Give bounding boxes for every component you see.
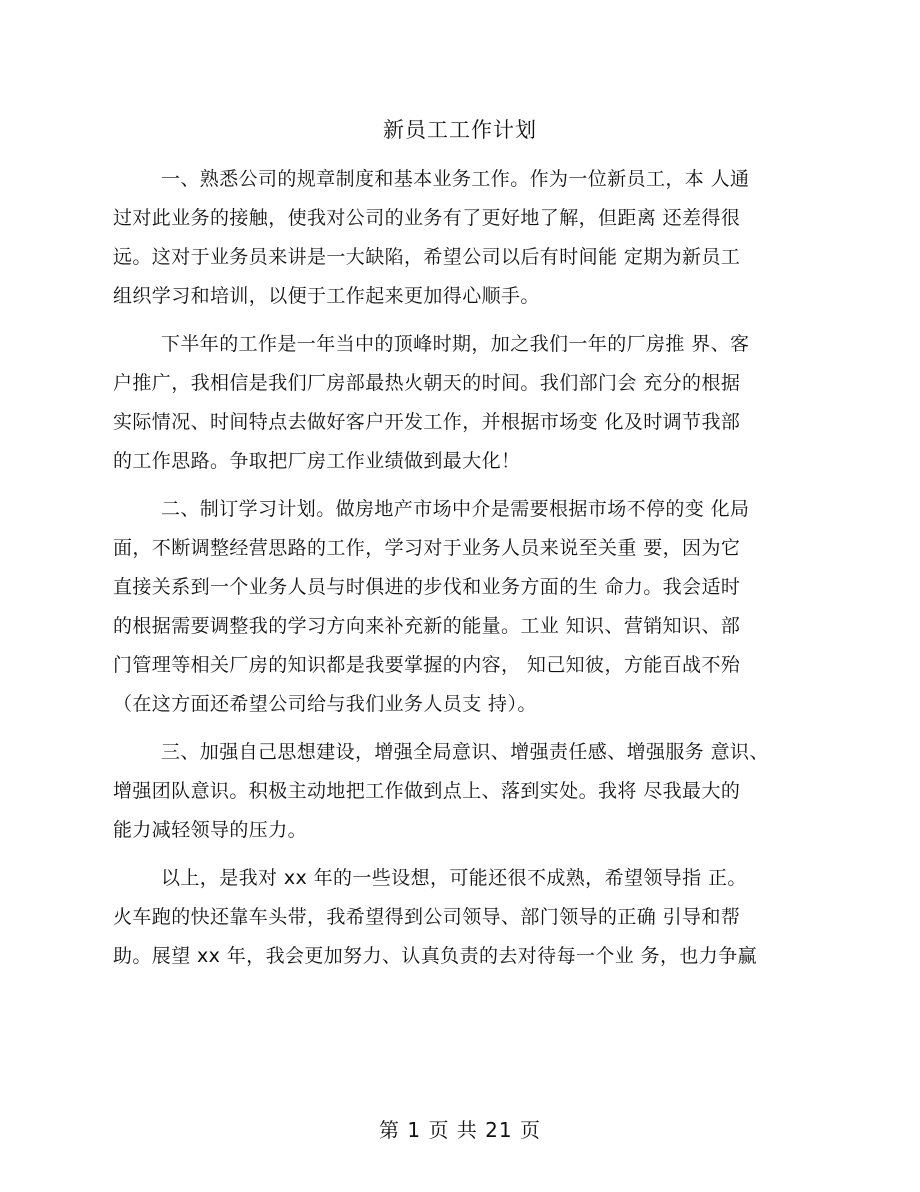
paragraph-line: （在这方面还希望公司给与我们业务人员支 持）。 bbox=[113, 693, 537, 715]
paragraph-2 bbox=[113, 325, 773, 481]
paragraph-spacer bbox=[113, 850, 773, 859]
paragraph-line: 组织学习和培训，以便于工作起来更加得心顺手。 bbox=[113, 285, 540, 307]
paragraph-line: 三、加强自己思想建设，增强全局意识、增强责任感、增强服务 意识、 bbox=[161, 741, 769, 763]
paragraph-5 bbox=[113, 859, 773, 976]
paragraph-line: 的工作思路。争取把厂房工作业绩做到最大化！ bbox=[113, 450, 521, 472]
paragraph-line: 过对此业务的接触，使我对公司的业务有了更好地了解，但距离 还差得很 bbox=[113, 207, 741, 229]
paragraph-line: 火车跑的快还靠车头带，我希望得到公司领导、部门领导的正确 引导和帮 bbox=[113, 906, 741, 928]
paragraph-1 bbox=[113, 160, 773, 316]
paragraph-spacer bbox=[113, 481, 773, 490]
paragraph-line: 门管理等相关厂房的知识都是我要掌握的内容， 知己知彼，方能百战不殆 bbox=[113, 654, 741, 676]
paragraph-line: 能力减轻领导的压力。 bbox=[113, 819, 308, 841]
paragraph-line: 助。展望 xx 年，我会更加努力、认真负责的去对待每一个业 务，也力争赢 bbox=[113, 945, 758, 967]
page-number-footer: 第 1 页 共 21 页 bbox=[379, 1118, 541, 1142]
document-body bbox=[113, 160, 773, 976]
paragraph-line: 户推广，我相信是我们厂房部最热火朝天的时间。我们部门会 充分的根据 bbox=[113, 372, 741, 394]
paragraph-line: 下半年的工作是一年当中的顶峰时期，加之我们一年的厂房推 界、客 bbox=[161, 333, 750, 355]
paragraph-3 bbox=[113, 490, 773, 724]
paragraph-line: 直接关系到一个业务人员与时俱进的步伐和业务方面的生 命力。我会适时 bbox=[113, 576, 741, 598]
paragraph-line: 的根据需要调整我的学习方向来补充新的能量。工业 知识、营销知识、部 bbox=[113, 615, 741, 637]
paragraph-line: 二、制订学习计划。做房地产市场中介是需要根据市场不停的变 化局 bbox=[161, 498, 750, 520]
paragraph-line: 增强团队意识。积极主动地把工作做到点上、落到实处。我将 尽我最大的 bbox=[113, 780, 741, 802]
paragraph-line: 面，不断调整经营思路的工作，学习对于业务人员来说至关重 要，因为它 bbox=[113, 537, 741, 559]
paragraph-line: 实际情况、时间特点去做好客户开发工作，并根据市场变 化及时调节我部 bbox=[113, 411, 741, 433]
paragraph-line: 一、熟悉公司的规章制度和基本业务工作。作为一位新员工，本 人通 bbox=[161, 168, 750, 190]
paragraph-spacer bbox=[113, 316, 773, 325]
paragraph-line: 以上，是我对 xx 年的一些设想，可能还很不成熟，希望领导指 正。 bbox=[161, 867, 747, 889]
paragraph-line: 远。这对于业务员来讲是一大缺陷，希望公司以后有时间能 定期为新员工 bbox=[113, 246, 741, 268]
paragraph-4 bbox=[113, 733, 773, 850]
document-title: 新员工工作计划 bbox=[383, 118, 537, 142]
paragraph-spacer bbox=[113, 724, 773, 733]
